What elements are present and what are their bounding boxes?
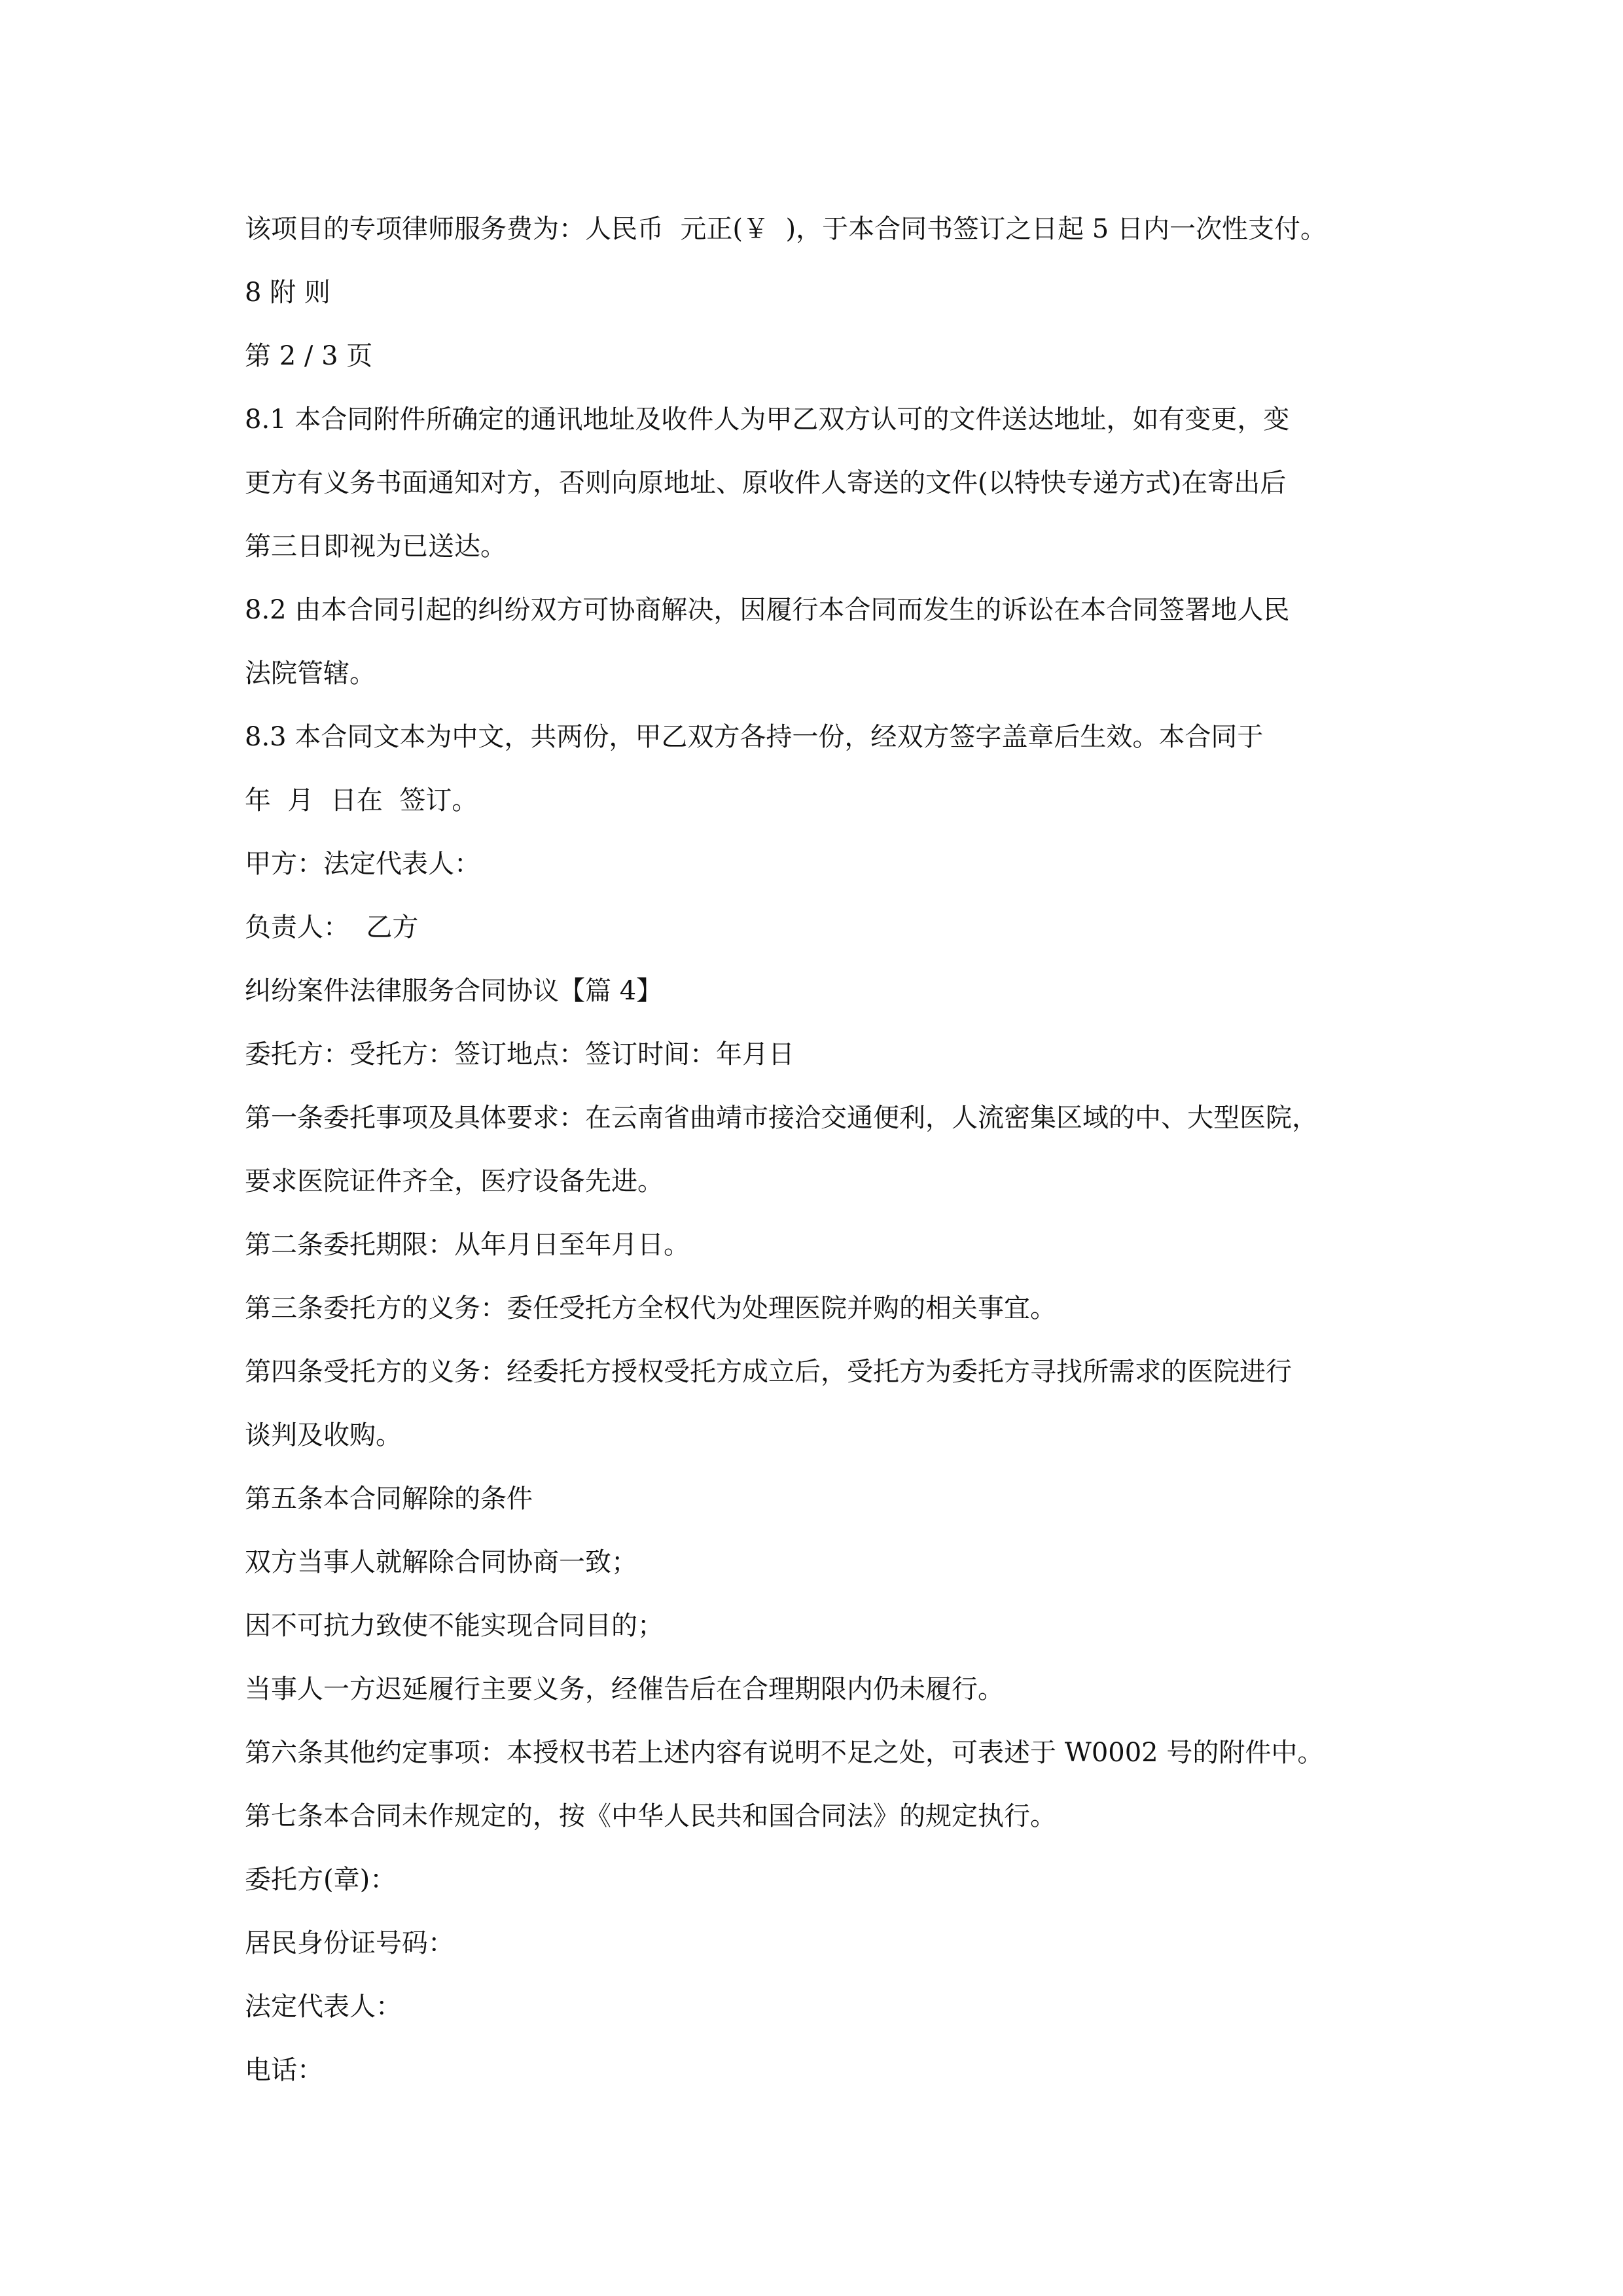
article-7-line: 第七条本合同未作规定的，按《中华人民共和国合同法》的规定执行。 xyxy=(245,1801,1056,1831)
article-3-line: 第三条委托方的义务：委任受托方全权代为处理医院并购的相关事宜。 xyxy=(245,1293,1056,1323)
termination-condition-3: 当事人一方迟延履行主要义务，经催告后在合理期限内仍未履行。 xyxy=(245,1674,1004,1704)
clause-8-3-line-2: 年 月 日在 签订。 xyxy=(245,785,478,816)
parties-info-line: 委托方：受托方：签订地点：签订时间：年月日 xyxy=(245,1039,794,1069)
article-1-line-1: 第一条委托事项及具体要求：在云南省曲靖市接洽交通便利，人流密集区域的中、大型医院， xyxy=(245,1103,1318,1133)
page-number: 第 2 / 3 页 xyxy=(245,341,373,371)
article-2-line: 第二条委托期限：从年月日至年月日。 xyxy=(245,1230,690,1260)
article-5-heading: 第五条本合同解除的条件 xyxy=(245,1484,533,1514)
document-body xyxy=(245,198,1398,2102)
article-4-line-1: 第四条受托方的义务：经委托方授权受托方成立后，受托方为委托方寻找所需求的医院进行 xyxy=(245,1357,1292,1387)
fee-clause-line: 该项目的专项律师服务费为：人民币 元正(￥ )，于本合同书签订之日起 5 日内一次性支付。 xyxy=(245,214,1327,244)
legal-representative-line: 法定代表人： xyxy=(245,1992,402,2022)
id-number-line: 居民身份证号码： xyxy=(245,1928,454,1958)
clause-8-1-line-1: 8.1 本合同附件所确定的通讯地址及收件人为甲乙双方认可的文件送达地址，如有变更，变 xyxy=(245,404,1290,435)
responsible-person-line: 负责人： 乙方 xyxy=(245,912,419,942)
article-6-line: 第六条其他约定事项：本授权书若上述内容有说明不足之处，可表述于 W0002 号的附件中。 xyxy=(245,1738,1324,1768)
agreement-title: 纠纷案件法律服务合同协议【篇 4】 xyxy=(245,976,663,1006)
clause-8-3-line-1: 8.3 本合同文本为中文，共两份，甲乙双方各持一份，经双方签字盖章后生效。本合同于 xyxy=(245,722,1264,752)
principal-seal-line: 委托方(章)： xyxy=(245,1865,397,1895)
article-1-line-2: 要求医院证件齐全，医疗设备先进。 xyxy=(245,1166,664,1196)
clause-8-1-line-3: 第三日即视为已送达。 xyxy=(245,531,507,562)
phone-line: 电话： xyxy=(245,2055,323,2085)
section-8-heading: 8 附 则 xyxy=(245,278,330,308)
clause-8-1-line-2: 更方有义务书面通知对方，否则向原地址、原收件人寄送的文件(以特快专递方式)在寄出后 xyxy=(245,468,1287,498)
termination-condition-2: 因不可抗力致使不能实现合同目的； xyxy=(245,1611,664,1641)
party-a-signature-line: 甲方：法定代表人： xyxy=(245,849,480,879)
clause-8-2-line-1: 8.2 由本合同引起的纠纷双方可协商解决，因履行本合同而发生的诉讼在本合同签署地人民 xyxy=(245,595,1290,625)
clause-8-2-line-2: 法院管辖。 xyxy=(245,658,376,689)
termination-condition-1: 双方当事人就解除合同协商一致； xyxy=(245,1547,637,1577)
article-4-line-2: 谈判及收购。 xyxy=(245,1420,402,1450)
